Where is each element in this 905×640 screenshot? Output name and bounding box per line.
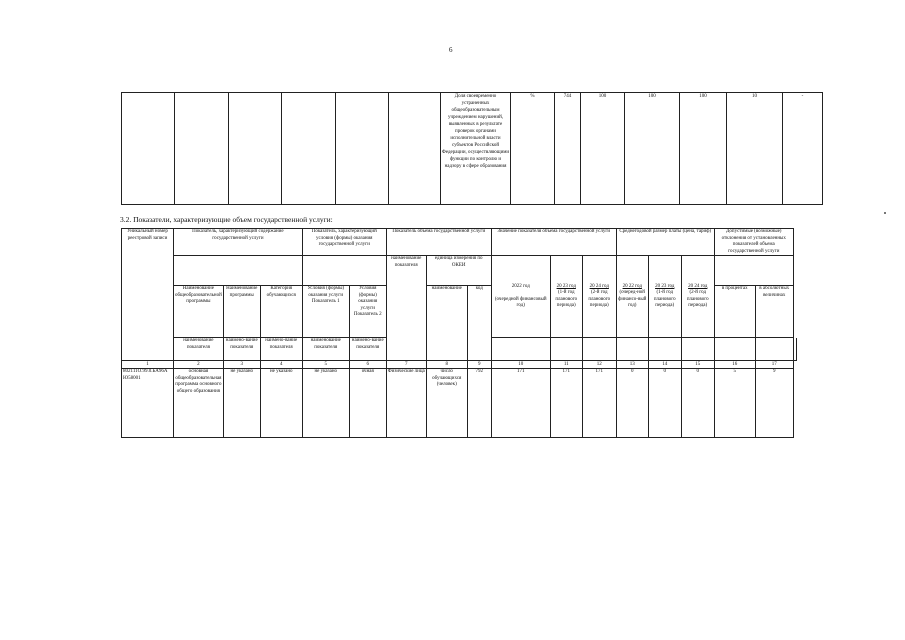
column-number: 1	[122, 361, 174, 369]
header-price-2024	[681, 256, 714, 338]
column-number: 15	[681, 361, 714, 369]
quality-indicator-name: Доля своевременно устраненных общеобразовательным учреждением нарушений, выявленных в результате проверок органами исполнительной власти субъектов Российской Федерации, осуществляющими функции по контролю и надзору в сфере образования	[441, 93, 511, 205]
empty-cell	[229, 93, 282, 205]
quality-value-2024: 100	[680, 93, 727, 205]
quality-deviation-absolute: -	[783, 93, 823, 205]
empty-cell	[550, 338, 582, 361]
header-2023	[550, 256, 582, 338]
column-number: 4	[260, 361, 302, 369]
header-condition-indicator: Показатель, характеризующий условия (формы) оказания государственной услуги	[302, 229, 386, 256]
row-unique-number: 802111О.99.0.БА96АЮ58001	[122, 369, 174, 438]
column-number-row	[122, 361, 797, 369]
empty-cell	[175, 93, 229, 205]
column-number: 3	[223, 361, 260, 369]
header-price-2024-year: 20 24 год	[688, 283, 708, 289]
row-price-2023: 0	[648, 369, 681, 438]
empty-cell	[681, 338, 714, 361]
header-unit: единица измерения по ОКЕИ	[426, 256, 491, 286]
empty-cell	[714, 338, 755, 361]
row-cond-2: очная	[349, 369, 386, 438]
header-program-name: Наименование программы	[223, 286, 260, 338]
header-price-2024-sub: (2-й год планового периода)	[686, 290, 709, 308]
empty-cell	[793, 338, 796, 361]
header-price-2023	[648, 256, 681, 338]
empty-cell	[302, 256, 386, 286]
header-name-indicator-2: наимено-вание показателя	[223, 338, 260, 361]
scan-mark	[884, 212, 886, 214]
header-price-2022-sub: (очеред-ной финансо-вый год)	[618, 290, 647, 308]
header-avg-price: Среднегодовой размер платы (цена, тариф)	[616, 229, 714, 256]
empty-cell	[616, 338, 648, 361]
header-2023-year: 20 23 год	[556, 283, 576, 289]
header-name-indicator-1: наименование показателя	[174, 338, 224, 361]
row-dev-absolute: 9	[755, 369, 793, 438]
header-name-indicator-4: наименование показателя	[302, 338, 349, 361]
row-value-2022: 171	[491, 369, 550, 438]
row-value-2024: 171	[582, 369, 616, 438]
header-student-category: Категория обучающихся	[260, 286, 302, 338]
header-price-2023-sub: (1-й год планового периода)	[653, 290, 676, 308]
row-price-2024: 0	[681, 369, 714, 438]
header-cond-form-1: Условия (формы) оказания услуги Показатель 1	[302, 286, 349, 338]
empty-cell	[282, 93, 336, 205]
row-volume-name: Физические лица	[386, 369, 426, 438]
header-volume-indicator: Показатель объема государственной услуги	[386, 229, 491, 256]
empty-cell	[174, 256, 303, 286]
column-number: 10	[491, 361, 550, 369]
quality-unit: %	[511, 93, 555, 205]
header-price-2023-year: 20 23 год	[655, 283, 675, 289]
empty-cell	[122, 93, 175, 205]
header-2022-year: 2022 год	[511, 283, 530, 289]
empty-cell	[491, 338, 550, 361]
column-number: 7	[386, 361, 426, 369]
quality-okei: 744	[555, 93, 581, 205]
quality-indicator-table-continuation	[121, 92, 823, 205]
row-cond-1: не указано	[302, 369, 349, 438]
empty-cell	[582, 338, 616, 361]
empty-cell	[389, 93, 441, 205]
quality-value-2022: 100	[581, 93, 625, 205]
header-dev-absolute: в абсолютных величинах	[755, 286, 793, 338]
row-price-2022: 0	[616, 369, 648, 438]
column-number: 2	[174, 361, 224, 369]
row-unit-name: число обучающихся (человек)	[426, 369, 467, 438]
row-student-category: не указано	[260, 369, 302, 438]
header-unique-number: Уникальный номер реестровой записи	[122, 229, 174, 361]
column-number: 13	[616, 361, 648, 369]
header-2024-year: 20 24 год	[589, 283, 609, 289]
table-row	[122, 369, 797, 438]
header-name-indicator-3: наимено-вание показателя	[260, 338, 302, 361]
header-cond-form-2: Условия (формы) оказания услуги Показатель 2	[349, 286, 386, 338]
quality-value-2023: 100	[625, 93, 680, 205]
empty-cell	[336, 93, 389, 205]
header-2022	[491, 256, 550, 338]
header-name-indicator-5: наимено-вание показателя	[349, 338, 386, 361]
empty-cell	[755, 338, 793, 361]
row-program-name: не указано	[223, 369, 260, 438]
column-number: 5	[302, 361, 349, 369]
header-unit-code: код	[467, 286, 491, 361]
header-volume-name: наименование показателя	[386, 256, 426, 361]
page-number: 6	[449, 46, 453, 54]
header-unit-name: наименование	[426, 286, 467, 361]
column-number: 12	[582, 361, 616, 369]
volume-indicator-table	[121, 228, 797, 438]
header-price-2022	[616, 256, 648, 338]
header-2024	[582, 256, 616, 338]
empty-cell	[648, 338, 681, 361]
section-title: 3.2. Показатели, характеризующие объем государственной услуги:	[120, 215, 333, 224]
header-2022-sub: (очередной финансовый год)	[494, 296, 547, 308]
column-number: 17	[755, 361, 793, 369]
row-value-2023: 171	[550, 369, 582, 438]
header-volume-value: Значение показателя объема государственной услуги	[491, 229, 616, 256]
column-number: 6	[349, 361, 386, 369]
row-dev-percent: 5	[714, 369, 755, 438]
column-number: 16	[714, 361, 755, 369]
column-number: 8	[426, 361, 467, 369]
header-allowed-deviation: Допустимые (возможные) отклонения от установленных показателей объема государственной услуги	[714, 229, 793, 256]
header-2023-sub: (1-й год планового периода)	[555, 290, 578, 308]
header-edu-program: Наименование общеобразовательной программы	[174, 286, 224, 338]
header-price-2022-year: 20 22 год	[622, 283, 642, 289]
column-number: 14	[648, 361, 681, 369]
empty-cell	[714, 256, 793, 286]
header-content-indicator: Показатель, характеризующий содержание государственной услуги	[174, 229, 303, 256]
header-2024-sub: (2-й год планового периода)	[588, 290, 611, 308]
header-dev-percent: в процентах	[714, 286, 755, 338]
row-unit-code: 792	[467, 369, 491, 438]
column-number: 9	[467, 361, 491, 369]
quality-deviation-percent: 10	[727, 93, 783, 205]
row-program: основная общеобразовательная программа основного общего образования	[174, 369, 224, 438]
column-number: 11	[550, 361, 582, 369]
